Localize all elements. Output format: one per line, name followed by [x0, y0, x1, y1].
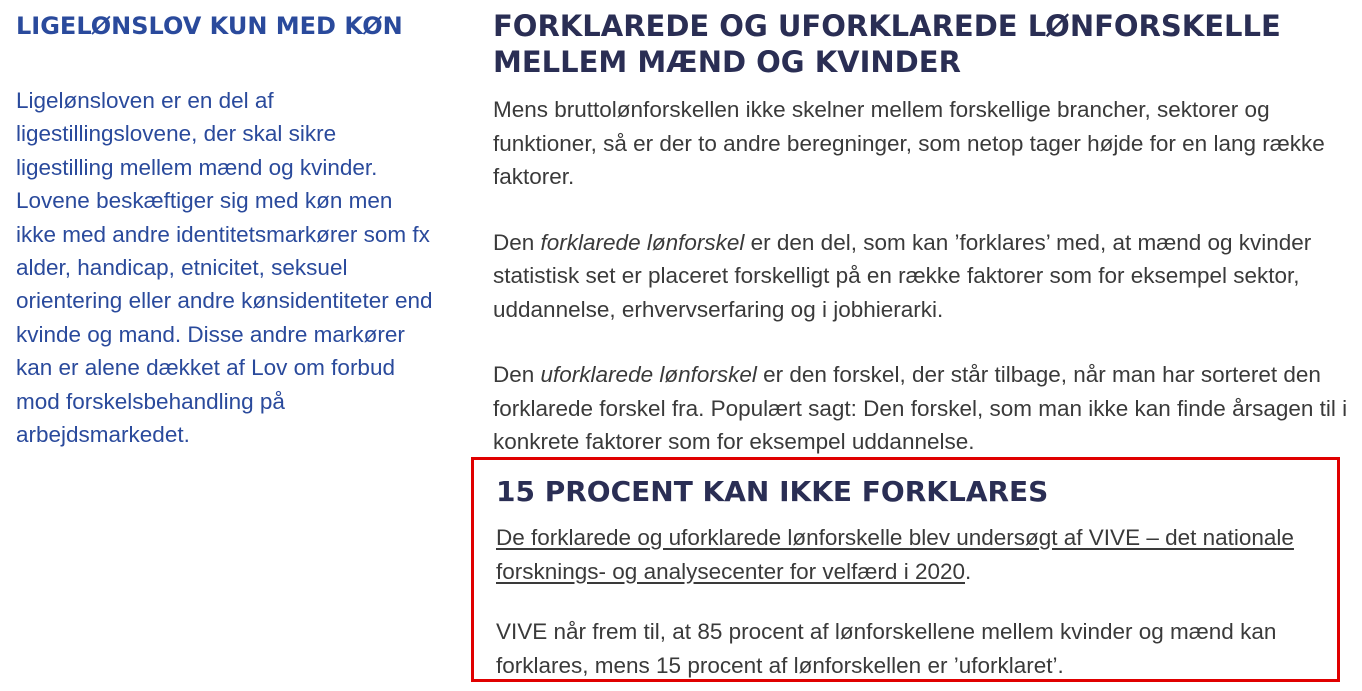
study-reference — [496, 521, 1326, 588]
main-article — [493, 8, 1348, 459]
paragraph-unexplained-suffix: er den forskel, der står tilbage, når man har sorteret den forklarede forskel fra. Populært sagt: Den forskel, som man ikke kan finde årsagen til i konkrete faktorer som for eksempel uddannelse. — [493, 362, 1348, 454]
sidebar-heading: LIGELØNSLOV KUN MED KØN — [16, 12, 403, 40]
highlight-box-content — [496, 474, 1326, 682]
article-heading: FORKLAREDE OG UFORKLAREDE LØNFORSKELLE MELLEM MÆND OG KVINDER — [493, 9, 1281, 79]
paragraph-unexplained-gap — [493, 358, 1348, 459]
vive-study-link[interactable]: De forklarede og uforklarede lønforskelle blev undersøgt af VIVE – det nationale forsknings- og analysecenter for velfærd i 2020 — [496, 525, 1294, 584]
paragraph-explained-suffix: er den del, som kan ’forklares’ med, at mænd og kvinder statistisk set er placeret forskelligt på en række faktorer som for eksempel sektor, uddannelse, erhvervserfaring og i jobhierarki. — [493, 229, 1312, 322]
sidebar-fact-box — [16, 10, 436, 451]
study-link-suffix: . — [965, 558, 972, 584]
highlight-box-paragraph: VIVE når frem til, at 85 procent af lønforskellene mellem kvinder og mænd kan forklares, mens 15 procent af lønforskellen er ’uforklaret’. — [496, 619, 1277, 678]
paragraph-explained-gap — [493, 226, 1348, 327]
paragraph-intro: Mens bruttolønforskellen ikke skelner mellem forskellige brancher, sektorer og funktioner, så er der to andre beregninger, som netop tager højde for en lang række faktorer. — [493, 97, 1325, 189]
term-unexplained-gap: uforklarede lønforskel — [540, 362, 757, 387]
paragraph-unexplained-prefix: Den — [493, 362, 541, 387]
highlight-box — [471, 457, 1340, 682]
term-explained-gap: forklarede lønforskel — [540, 229, 745, 255]
sidebar-body-text: Ligelønsloven er en del af ligestillingslovene, der skal sikre ligestilling mellem mænd og kvinder. Lovene beskæftiger sig med køn men ikke med andre identitetsmarkører som fx alder, handicap, etnicitet, seksuel orientering eller andre kønsidentiteter end kvinde og mand. Disse andre markører kan er alene dækket af Lov om forbud mod forskelsbehandling på arbejdsmarkedet. — [16, 88, 433, 448]
highlight-box-heading: 15 PROCENT KAN IKKE FORKLARES — [496, 475, 1049, 508]
paragraph-explained-prefix: Den — [493, 229, 541, 255]
